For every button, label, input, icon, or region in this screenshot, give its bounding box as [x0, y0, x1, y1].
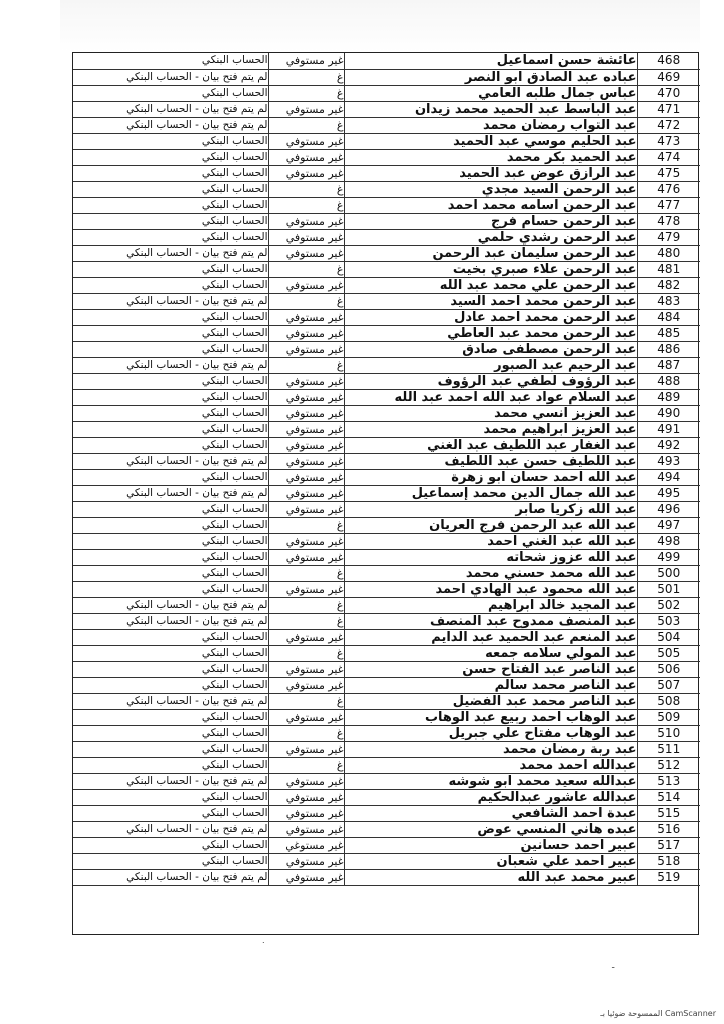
status-cell: لم يتم فتح بيان - الحساب البنكي — [73, 869, 268, 885]
name-cell: عبد الرحمن علاء صبري بخيت — [344, 261, 637, 277]
row-number-cell: 512 — [637, 757, 700, 773]
table-row — [73, 309, 700, 325]
row-number-cell: 500 — [637, 565, 700, 581]
table-row — [73, 245, 700, 261]
name-cell: عبد الناصر محمد عبد الفضيل — [344, 693, 637, 709]
status-cell: الحساب البنكي — [73, 213, 268, 229]
table-row — [73, 837, 700, 853]
row-number-cell: 504 — [637, 629, 700, 645]
payment-status-cell: غ — [268, 69, 344, 85]
name-cell: عبد الله زكريا صابر — [344, 501, 637, 517]
table-row — [73, 389, 700, 405]
table-row — [73, 757, 700, 773]
row-number-cell: 493 — [637, 453, 700, 469]
name-cell: عبد الغفار عبد اللطيف عبد الغني — [344, 437, 637, 453]
payment-status-cell: غير مستوفي — [268, 309, 344, 325]
status-cell: الحساب البنكي — [73, 405, 268, 421]
payment-status-cell: غير مستوفي — [268, 469, 344, 485]
table-row — [73, 277, 700, 293]
table-row — [73, 69, 700, 85]
status-cell: لم يتم فتح بيان - الحساب البنكي — [73, 69, 268, 85]
table-row — [73, 725, 700, 741]
table-row — [73, 85, 700, 101]
payment-status-cell: غير مستوفي — [268, 485, 344, 501]
row-number-cell: 513 — [637, 773, 700, 789]
table-row — [73, 501, 700, 517]
table-row — [73, 325, 700, 341]
status-cell: الحساب البنكي — [73, 677, 268, 693]
name-cell: عبدالله سعيد محمد ابو شوشه — [344, 773, 637, 789]
status-cell: الحساب البنكي — [73, 373, 268, 389]
status-cell: لم يتم فتح بيان - الحساب البنكي — [73, 613, 268, 629]
payment-status-cell: غير مستوفي — [268, 661, 344, 677]
row-number-cell: 510 — [637, 725, 700, 741]
name-cell: عبد المولي سلامه جمعه — [344, 645, 637, 661]
status-cell: الحساب البنكي — [73, 549, 268, 565]
row-number-cell: 492 — [637, 437, 700, 453]
table-row — [73, 869, 700, 885]
row-number-cell: 509 — [637, 709, 700, 725]
name-cell: عبد الله عبد الغني احمد — [344, 533, 637, 549]
payment-status-cell: غير مستوفي — [268, 677, 344, 693]
row-number-cell: 488 — [637, 373, 700, 389]
name-cell: عبير احمد علي شعبان — [344, 853, 637, 869]
payment-status-cell: غ — [268, 693, 344, 709]
name-cell: عبد المجيد خالد ابراهيم — [344, 597, 637, 613]
table-row — [73, 293, 700, 309]
payment-status-cell: غ — [268, 757, 344, 773]
name-cell: عبد الله جمال الدين محمد إسماعيل — [344, 485, 637, 501]
payment-status-cell: غير مستوفي — [268, 341, 344, 357]
row-number-cell: 479 — [637, 229, 700, 245]
name-cell: عبد الرحمن مصطفى صادق — [344, 341, 637, 357]
status-cell: الحساب البنكي — [73, 517, 268, 533]
table-row — [73, 741, 700, 757]
table-row — [73, 373, 700, 389]
status-cell: لم يتم فتح بيان - الحساب البنكي — [73, 293, 268, 309]
row-number-cell: 478 — [637, 213, 700, 229]
payment-status-cell: غير مستوفي — [268, 789, 344, 805]
name-cell: عبد الرازق عوض عبد الحميد — [344, 165, 637, 181]
row-number-cell: 518 — [637, 853, 700, 869]
payment-status-cell: غ — [268, 85, 344, 101]
name-cell: عبد الرحمن السيد مجدي — [344, 181, 637, 197]
row-number-cell: 475 — [637, 165, 700, 181]
scan-top-shadow — [60, 0, 700, 52]
table-row — [73, 597, 700, 613]
row-number-cell: 511 — [637, 741, 700, 757]
name-cell: عبد ربة رمضان محمد — [344, 741, 637, 757]
row-number-cell: 507 — [637, 677, 700, 693]
row-number-cell: 484 — [637, 309, 700, 325]
name-cell: عبدة احمد الشافعي — [344, 805, 637, 821]
name-cell: عبد الناصر عبد الفتاح حسن — [344, 661, 637, 677]
payment-status-cell: غير مستوفي — [268, 325, 344, 341]
payment-status-cell: غير مستوفي — [268, 213, 344, 229]
payment-status-cell: غير مستوفي — [268, 773, 344, 789]
footer-mark: ـ — [612, 961, 615, 970]
status-cell: الحساب البنكي — [73, 181, 268, 197]
row-number-cell: 496 — [637, 501, 700, 517]
table-row — [73, 629, 700, 645]
payment-status-cell: غير مستوفي — [268, 53, 344, 69]
status-cell: الحساب البنكي — [73, 853, 268, 869]
name-cell: عبد العزيز انسي محمد — [344, 405, 637, 421]
table-row — [73, 517, 700, 533]
name-cell: عبد الله عبد الرحمن فرج العريان — [344, 517, 637, 533]
row-number-cell: 497 — [637, 517, 700, 533]
status-cell: الحساب البنكي — [73, 741, 268, 757]
roster-table — [73, 53, 700, 886]
table-row — [73, 261, 700, 277]
row-number-cell: 515 — [637, 805, 700, 821]
row-number-cell: 494 — [637, 469, 700, 485]
status-cell: الحساب البنكي — [73, 85, 268, 101]
row-number-cell: 517 — [637, 837, 700, 853]
payment-status-cell: غ — [268, 597, 344, 613]
status-cell: الحساب البنكي — [73, 165, 268, 181]
payment-status-cell: غير مستوفي — [268, 533, 344, 549]
payment-status-cell: غير مستوفي — [268, 149, 344, 165]
payment-status-cell: غير مستوفي — [268, 549, 344, 565]
payment-status-cell: غير مستوفي — [268, 229, 344, 245]
status-cell: الحساب البنكي — [73, 725, 268, 741]
table-row — [73, 709, 700, 725]
payment-status-cell: غير مستوفي — [268, 853, 344, 869]
payment-status-cell: غ — [268, 613, 344, 629]
payment-status-cell: غ — [268, 181, 344, 197]
status-cell: الحساب البنكي — [73, 629, 268, 645]
name-cell: عبد الرحمن محمد احمد عادل — [344, 309, 637, 325]
table-row — [73, 565, 700, 581]
row-number-cell: 477 — [637, 197, 700, 213]
status-cell: لم يتم فتح بيان - الحساب البنكي — [73, 773, 268, 789]
name-cell: عبد الله محمود عبد الهادي احمد — [344, 581, 637, 597]
row-number-cell: 476 — [637, 181, 700, 197]
row-number-cell: 489 — [637, 389, 700, 405]
payment-status-cell: غير مستوفي — [268, 821, 344, 837]
row-number-cell: 469 — [637, 69, 700, 85]
payment-status-cell: غير مستوفي — [268, 709, 344, 725]
status-cell: الحساب البنكي — [73, 149, 268, 165]
table-row — [73, 549, 700, 565]
table-row — [73, 117, 700, 133]
payment-status-cell: غير مستوفي — [268, 629, 344, 645]
table-row — [73, 405, 700, 421]
status-cell: الحساب البنكي — [73, 437, 268, 453]
status-cell: الحساب البنكي — [73, 709, 268, 725]
name-cell: عبد الرؤوف لطفي عبد الرؤوف — [344, 373, 637, 389]
table-row — [73, 613, 700, 629]
payment-status-cell: غير مستوفي — [268, 869, 344, 885]
row-number-cell: 482 — [637, 277, 700, 293]
table-row — [73, 341, 700, 357]
table-row — [73, 149, 700, 165]
payment-status-cell: غير مستوفي — [268, 405, 344, 421]
table-row — [73, 437, 700, 453]
row-number-cell: 472 — [637, 117, 700, 133]
table-row — [73, 677, 700, 693]
payment-status-cell: غ — [268, 517, 344, 533]
row-number-cell: 506 — [637, 661, 700, 677]
payment-status-cell: غير مستوفي — [268, 165, 344, 181]
name-cell: عبير احمد حسانين — [344, 837, 637, 853]
row-number-cell: 519 — [637, 869, 700, 885]
name-cell: عبد الوهاب مفتاح علي جبريل — [344, 725, 637, 741]
payment-status-cell: غ — [268, 565, 344, 581]
row-number-cell: 491 — [637, 421, 700, 437]
payment-status-cell: غير مستوفي — [268, 437, 344, 453]
name-cell: عبد المنعم عبد الحميد عبد الدايم — [344, 629, 637, 645]
status-cell: الحساب البنكي — [73, 421, 268, 437]
status-cell: الحساب البنكي — [73, 341, 268, 357]
row-number-cell: 514 — [637, 789, 700, 805]
status-cell: الحساب البنكي — [73, 757, 268, 773]
payment-status-cell: غ — [268, 197, 344, 213]
row-number-cell: 508 — [637, 693, 700, 709]
name-cell: عبد السلام عواد عبد الله احمد عبد الله — [344, 389, 637, 405]
payment-status-cell: غ — [268, 725, 344, 741]
status-cell: الحساب البنكي — [73, 261, 268, 277]
table-row — [73, 133, 700, 149]
status-cell: لم يتم فتح بيان - الحساب البنكي — [73, 693, 268, 709]
name-cell: عبد اللطيف حسن عبد اللطيف — [344, 453, 637, 469]
name-cell: عباس جمال طلبه العامي — [344, 85, 637, 101]
name-cell: عبد الله عزوز شحاته — [344, 549, 637, 565]
name-cell: عبد الرحمن محمد احمد السيد — [344, 293, 637, 309]
name-cell: عبد الرحمن حسام فرج — [344, 213, 637, 229]
row-number-cell: 474 — [637, 149, 700, 165]
table-row — [73, 229, 700, 245]
row-number-cell: 495 — [637, 485, 700, 501]
name-cell: عبد الرحمن محمد عبد العاطي — [344, 325, 637, 341]
status-cell: الحساب البنكي — [73, 645, 268, 661]
status-cell: الحساب البنكي — [73, 533, 268, 549]
table-row — [73, 485, 700, 501]
payment-status-cell: غير مستوفي — [268, 501, 344, 517]
status-cell: لم يتم فتح بيان - الحساب البنكي — [73, 485, 268, 501]
payment-status-cell: غ — [268, 357, 344, 373]
payment-status-cell: غير مستوفي — [268, 245, 344, 261]
payment-status-cell: غ — [268, 645, 344, 661]
payment-status-cell: غير مستوفي — [268, 133, 344, 149]
scanner-watermark: CamScanner الممسوحة ضوئيا بـ — [600, 1009, 716, 1018]
row-number-cell: 481 — [637, 261, 700, 277]
status-cell: الحساب البنكي — [73, 53, 268, 69]
status-cell: لم يتم فتح بيان - الحساب البنكي — [73, 453, 268, 469]
table-row — [73, 53, 700, 69]
table-row — [73, 821, 700, 837]
table-row — [73, 853, 700, 869]
status-cell: الحساب البنكي — [73, 805, 268, 821]
name-cell: عبير محمد عبد الله — [344, 869, 637, 885]
status-cell: لم يتم فتح بيان - الحساب البنكي — [73, 357, 268, 373]
name-cell: عبد الله احمد حسان ابو زهرة — [344, 469, 637, 485]
table-row — [73, 773, 700, 789]
name-cell: عبد الرحمن سليمان عبد الرحمن — [344, 245, 637, 261]
row-number-cell: 502 — [637, 597, 700, 613]
name-cell: عبد الحليم موسي عبد الحميد — [344, 133, 637, 149]
payment-status-cell: غير مستوفي — [268, 389, 344, 405]
row-number-cell: 480 — [637, 245, 700, 261]
status-cell: الحساب البنكي — [73, 661, 268, 677]
name-cell: عبد الرحمن رشدي حلمي — [344, 229, 637, 245]
name-cell: عبد الباسط عبد الحميد محمد زيدان — [344, 101, 637, 117]
payment-status-cell: غ — [268, 261, 344, 277]
payment-status-cell: غير مستوفي — [268, 277, 344, 293]
table-row — [73, 357, 700, 373]
payment-status-cell: غير مستوفي — [268, 453, 344, 469]
table-row — [73, 213, 700, 229]
name-cell: عبد الوهاب احمد ربيع عبد الوهاب — [344, 709, 637, 725]
table-row — [73, 661, 700, 677]
table-row — [73, 197, 700, 213]
table-row — [73, 581, 700, 597]
name-cell: عبد الرحمن علي محمد عبد الله — [344, 277, 637, 293]
status-cell: لم يتم فتح بيان - الحساب البنكي — [73, 117, 268, 133]
table-row — [73, 789, 700, 805]
name-cell: عبد المنصف ممدوح عبد المنصف — [344, 613, 637, 629]
row-number-cell: 503 — [637, 613, 700, 629]
table-row — [73, 693, 700, 709]
name-cell: عبدالله احمد محمد — [344, 757, 637, 773]
status-cell: الحساب البنكي — [73, 501, 268, 517]
row-number-cell: 501 — [637, 581, 700, 597]
row-number-cell: 485 — [637, 325, 700, 341]
name-cell: عباده عبد الصادق ابو النصر — [344, 69, 637, 85]
name-cell: عبد الله محمد حسني محمد — [344, 565, 637, 581]
status-cell: الحساب البنكي — [73, 277, 268, 293]
payment-status-cell: غير مستوفي — [268, 805, 344, 821]
row-number-cell: 516 — [637, 821, 700, 837]
row-number-cell: 505 — [637, 645, 700, 661]
row-number-cell: 486 — [637, 341, 700, 357]
status-cell: الحساب البنكي — [73, 389, 268, 405]
table-row — [73, 805, 700, 821]
row-number-cell: 483 — [637, 293, 700, 309]
status-cell: الحساب البنكي — [73, 229, 268, 245]
status-cell: الحساب البنكي — [73, 581, 268, 597]
row-number-cell: 468 — [637, 53, 700, 69]
row-number-cell: 498 — [637, 533, 700, 549]
status-cell: الحساب البنكي — [73, 325, 268, 341]
table-row — [73, 453, 700, 469]
status-cell: الحساب البنكي — [73, 469, 268, 485]
row-number-cell: 471 — [637, 101, 700, 117]
status-cell: الحساب البنكي — [73, 197, 268, 213]
name-cell: عبد العزيز ابراهيم محمد — [344, 421, 637, 437]
roster-rows — [73, 53, 700, 885]
row-number-cell: 490 — [637, 405, 700, 421]
payment-status-cell: غ — [268, 293, 344, 309]
table-row — [73, 645, 700, 661]
table-row — [73, 181, 700, 197]
name-cell: عبد الناصر محمد سالم — [344, 677, 637, 693]
status-cell: الحساب البنكي — [73, 789, 268, 805]
table-row — [73, 101, 700, 117]
payment-status-cell: غ — [268, 117, 344, 133]
name-cell: عبد الرحمن اسامه محمد احمد — [344, 197, 637, 213]
row-number-cell: 470 — [637, 85, 700, 101]
payment-status-cell: غير مستوفي — [268, 373, 344, 389]
table-row — [73, 469, 700, 485]
status-cell: لم يتم فتح بيان - الحساب البنكي — [73, 597, 268, 613]
payment-status-cell: غير مستوفي — [268, 421, 344, 437]
status-cell: الحساب البنكي — [73, 309, 268, 325]
row-number-cell: 499 — [637, 549, 700, 565]
roster-sheet — [72, 52, 699, 935]
payment-status-cell: غير مستوفي — [268, 741, 344, 757]
status-cell: لم يتم فتح بيان - الحساب البنكي — [73, 101, 268, 117]
status-cell: لم يتم فتح بيان - الحساب البنكي — [73, 821, 268, 837]
name-cell: عبد الحميد بكر محمد — [344, 149, 637, 165]
status-cell: لم يتم فتح بيان - الحساب البنكي — [73, 245, 268, 261]
payment-status-cell: غير مستوفي — [268, 581, 344, 597]
row-number-cell: 487 — [637, 357, 700, 373]
table-row — [73, 533, 700, 549]
name-cell: عائشة حسن اسماعيل — [344, 53, 637, 69]
payment-status-cell: غير مستوغي — [268, 837, 344, 853]
name-cell: عبد التواب رمضان محمد — [344, 117, 637, 133]
name-cell: عبدالله عاشور عبدالحكيم — [344, 789, 637, 805]
status-cell: الحساب البنكي — [73, 133, 268, 149]
status-cell: الحساب البنكي — [73, 565, 268, 581]
footer-dot: . — [262, 936, 265, 945]
status-cell: الحساب البنكي — [73, 837, 268, 853]
table-row — [73, 165, 700, 181]
payment-status-cell: غير مستوفي — [268, 101, 344, 117]
name-cell: عبده هاني المنسي عوض — [344, 821, 637, 837]
table-row — [73, 421, 700, 437]
row-number-cell: 473 — [637, 133, 700, 149]
name-cell: عبد الرحيم عبد الصبور — [344, 357, 637, 373]
